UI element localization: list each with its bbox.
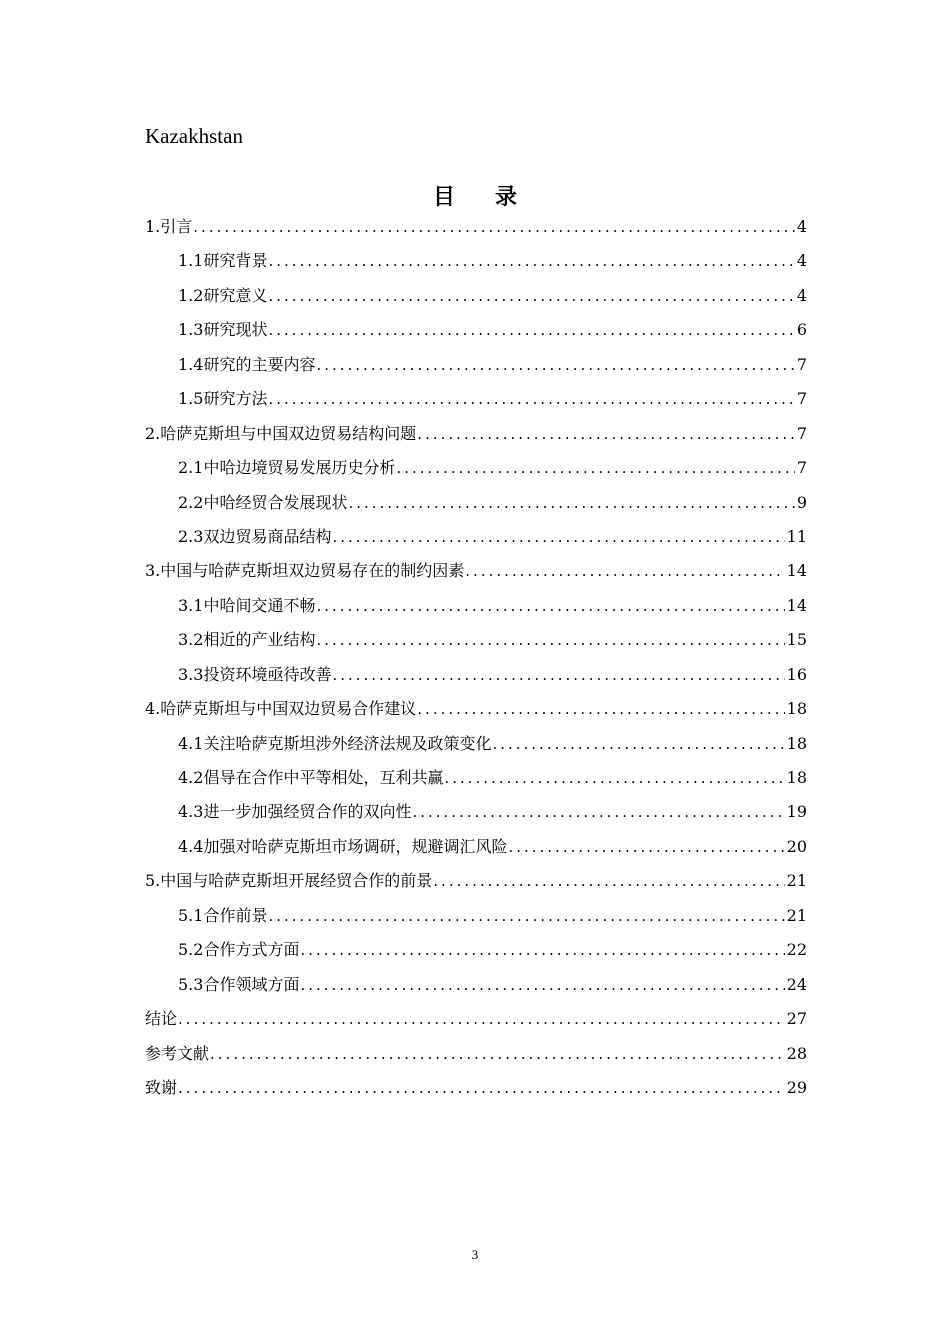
toc-dot-leader — [444, 761, 784, 795]
toc-entry[interactable] — [145, 1071, 807, 1105]
toc-entry[interactable] — [145, 210, 807, 244]
toc-entry[interactable] — [145, 864, 807, 898]
toc-entry[interactable] — [145, 417, 807, 451]
toc-title: 目录 — [432, 185, 557, 210]
toc-dot-leader — [300, 968, 784, 1002]
toc-entry[interactable] — [145, 313, 807, 347]
toc-dot-leader — [332, 658, 784, 692]
toc-entry[interactable] — [145, 279, 807, 313]
toc-entry-label: 1.4研究的主要内容 — [178, 354, 316, 374]
toc-dot-leader — [193, 210, 795, 244]
toc-dot-leader — [268, 244, 794, 278]
toc-dot-leader — [396, 451, 794, 485]
toc-entry-page: 7 — [796, 354, 807, 374]
toc-entry-page: 14 — [786, 595, 807, 615]
toc-entry-label: 2.1中哈边境贸易发展历史分析 — [178, 458, 396, 478]
toc-entry-label: 3.1中哈间交通不畅 — [178, 595, 316, 615]
toc-entry-label: 1.3研究现状 — [178, 320, 268, 340]
toc-entry-label: 1.2研究意义 — [178, 285, 268, 305]
toc-entry[interactable] — [145, 761, 807, 795]
toc-dot-leader — [268, 382, 794, 416]
toc-entry-label: 参考文献 — [145, 1043, 210, 1063]
toc-entry-label: 2.哈萨克斯坦与中国双边贸易结构问题 — [145, 423, 417, 443]
page-number: 3 — [471, 1247, 479, 1262]
toc-dot-leader — [417, 692, 784, 726]
toc-entry-page: 27 — [786, 1009, 807, 1029]
toc-entry[interactable] — [145, 968, 807, 1002]
toc-entry-page: 24 — [786, 974, 807, 994]
toc-entry-page: 6 — [796, 320, 807, 340]
toc-entry-page: 9 — [796, 492, 807, 512]
toc-dot-leader — [300, 933, 784, 967]
toc-dot-leader — [268, 313, 794, 347]
toc-entry-label: 4.2倡导在合作中平等相处，互利共赢 — [178, 768, 444, 787]
carryover-text: Kazakhstan — [145, 124, 243, 148]
toc-entry[interactable] — [145, 1002, 807, 1036]
toc-entry-page: 4 — [796, 217, 807, 236]
toc-dot-leader — [348, 486, 794, 520]
toc-entry-label: 3.中国与哈萨克斯坦双边贸易存在的制约因素 — [145, 561, 465, 581]
toc-dot-leader — [492, 727, 784, 761]
toc-dot-leader — [210, 1037, 785, 1071]
toc-entry-page: 15 — [786, 630, 807, 650]
toc-entry[interactable] — [145, 382, 807, 416]
toc-entry-page: 21 — [786, 905, 807, 925]
toc-entry-label: 5.1合作前景 — [178, 905, 268, 925]
toc-entry[interactable] — [145, 899, 807, 933]
toc-entry-page: 22 — [786, 940, 807, 960]
toc-entry-page: 19 — [786, 802, 807, 822]
toc-entry-page: 7 — [796, 458, 807, 478]
toc-entry[interactable] — [145, 520, 807, 554]
toc-entry-page: 11 — [786, 526, 807, 546]
toc-entry-label: 4.哈萨克斯坦与中国双边贸易合作建议 — [145, 699, 417, 719]
toc-entry-label: 5.3合作领域方面 — [178, 974, 300, 994]
toc-entry[interactable] — [145, 727, 807, 761]
toc-entry-page: 4 — [796, 251, 807, 271]
toc-entry-label: 1.5研究方法 — [178, 389, 268, 409]
toc-dot-leader — [465, 554, 784, 588]
toc-entry-label: 5.中国与哈萨克斯坦开展经贸合作的前景 — [145, 871, 433, 891]
toc-dot-leader — [433, 864, 784, 898]
toc-dot-leader — [412, 795, 784, 829]
toc-entry-page: 18 — [786, 733, 807, 753]
toc-entry-label: 4.1关注哈萨克斯坦涉外经济法规及政策变化 — [178, 733, 492, 753]
toc-entry-label: 3.2相近的产业结构 — [178, 630, 316, 650]
toc-entry-label: 致谢 — [145, 1077, 178, 1097]
toc-entry[interactable] — [145, 1037, 807, 1071]
toc-entry-page: 20 — [786, 836, 807, 856]
toc-entry[interactable] — [145, 692, 807, 726]
toc-entry-page: 18 — [786, 768, 807, 787]
toc-entry[interactable] — [145, 830, 807, 864]
toc-entry-page: 21 — [786, 871, 807, 891]
toc-dot-leader — [268, 899, 784, 933]
toc-dot-leader — [417, 417, 795, 451]
toc-entry-page: 4 — [796, 285, 807, 305]
toc-dot-leader — [316, 589, 784, 623]
toc-entry-page: 16 — [786, 664, 807, 684]
toc-entry[interactable] — [145, 244, 807, 278]
toc-dot-leader — [268, 279, 794, 313]
toc-entry[interactable] — [145, 451, 807, 485]
toc-entry[interactable] — [145, 933, 807, 967]
toc-entry-label: 5.2合作方式方面 — [178, 940, 300, 960]
toc-entry[interactable] — [145, 795, 807, 829]
toc-entry-page: 7 — [796, 423, 807, 443]
toc-entry-label: 2.3双边贸易商品结构 — [178, 526, 332, 546]
toc-entry-label: 结论 — [145, 1009, 178, 1029]
toc-entry[interactable] — [145, 658, 807, 692]
toc-dot-leader — [508, 830, 784, 864]
toc-entry-page: 29 — [786, 1077, 807, 1097]
toc-entry-label: 3.3投资环境亟待改善 — [178, 664, 332, 684]
toc-dot-leader — [178, 1002, 785, 1036]
toc-entry-label: 2.2中哈经贸合发展现状 — [178, 492, 348, 512]
toc-entry[interactable] — [145, 589, 807, 623]
toc-dot-leader — [178, 1071, 785, 1105]
toc-entry-label: 4.3进一步加强经贸合作的双向性 — [178, 802, 412, 822]
table-of-contents — [145, 210, 807, 1105]
toc-entry-label: 4.4加强对哈萨克斯坦市场调研，规避调汇风险 — [178, 836, 508, 856]
toc-dot-leader — [316, 348, 794, 382]
toc-entry-page: 14 — [786, 561, 807, 581]
toc-entry[interactable] — [145, 348, 807, 382]
toc-entry-page: 7 — [796, 389, 807, 409]
toc-entry-label: 1.引言 — [145, 217, 193, 236]
toc-dot-leader — [316, 623, 784, 657]
toc-entry[interactable] — [145, 623, 807, 657]
toc-dot-leader — [332, 520, 784, 554]
toc-entry-label: 1.1研究背景 — [178, 251, 268, 271]
toc-entry[interactable] — [145, 486, 807, 520]
toc-entry-page: 18 — [786, 699, 807, 719]
toc-entry-page: 28 — [786, 1043, 807, 1063]
toc-entry[interactable] — [145, 554, 807, 588]
